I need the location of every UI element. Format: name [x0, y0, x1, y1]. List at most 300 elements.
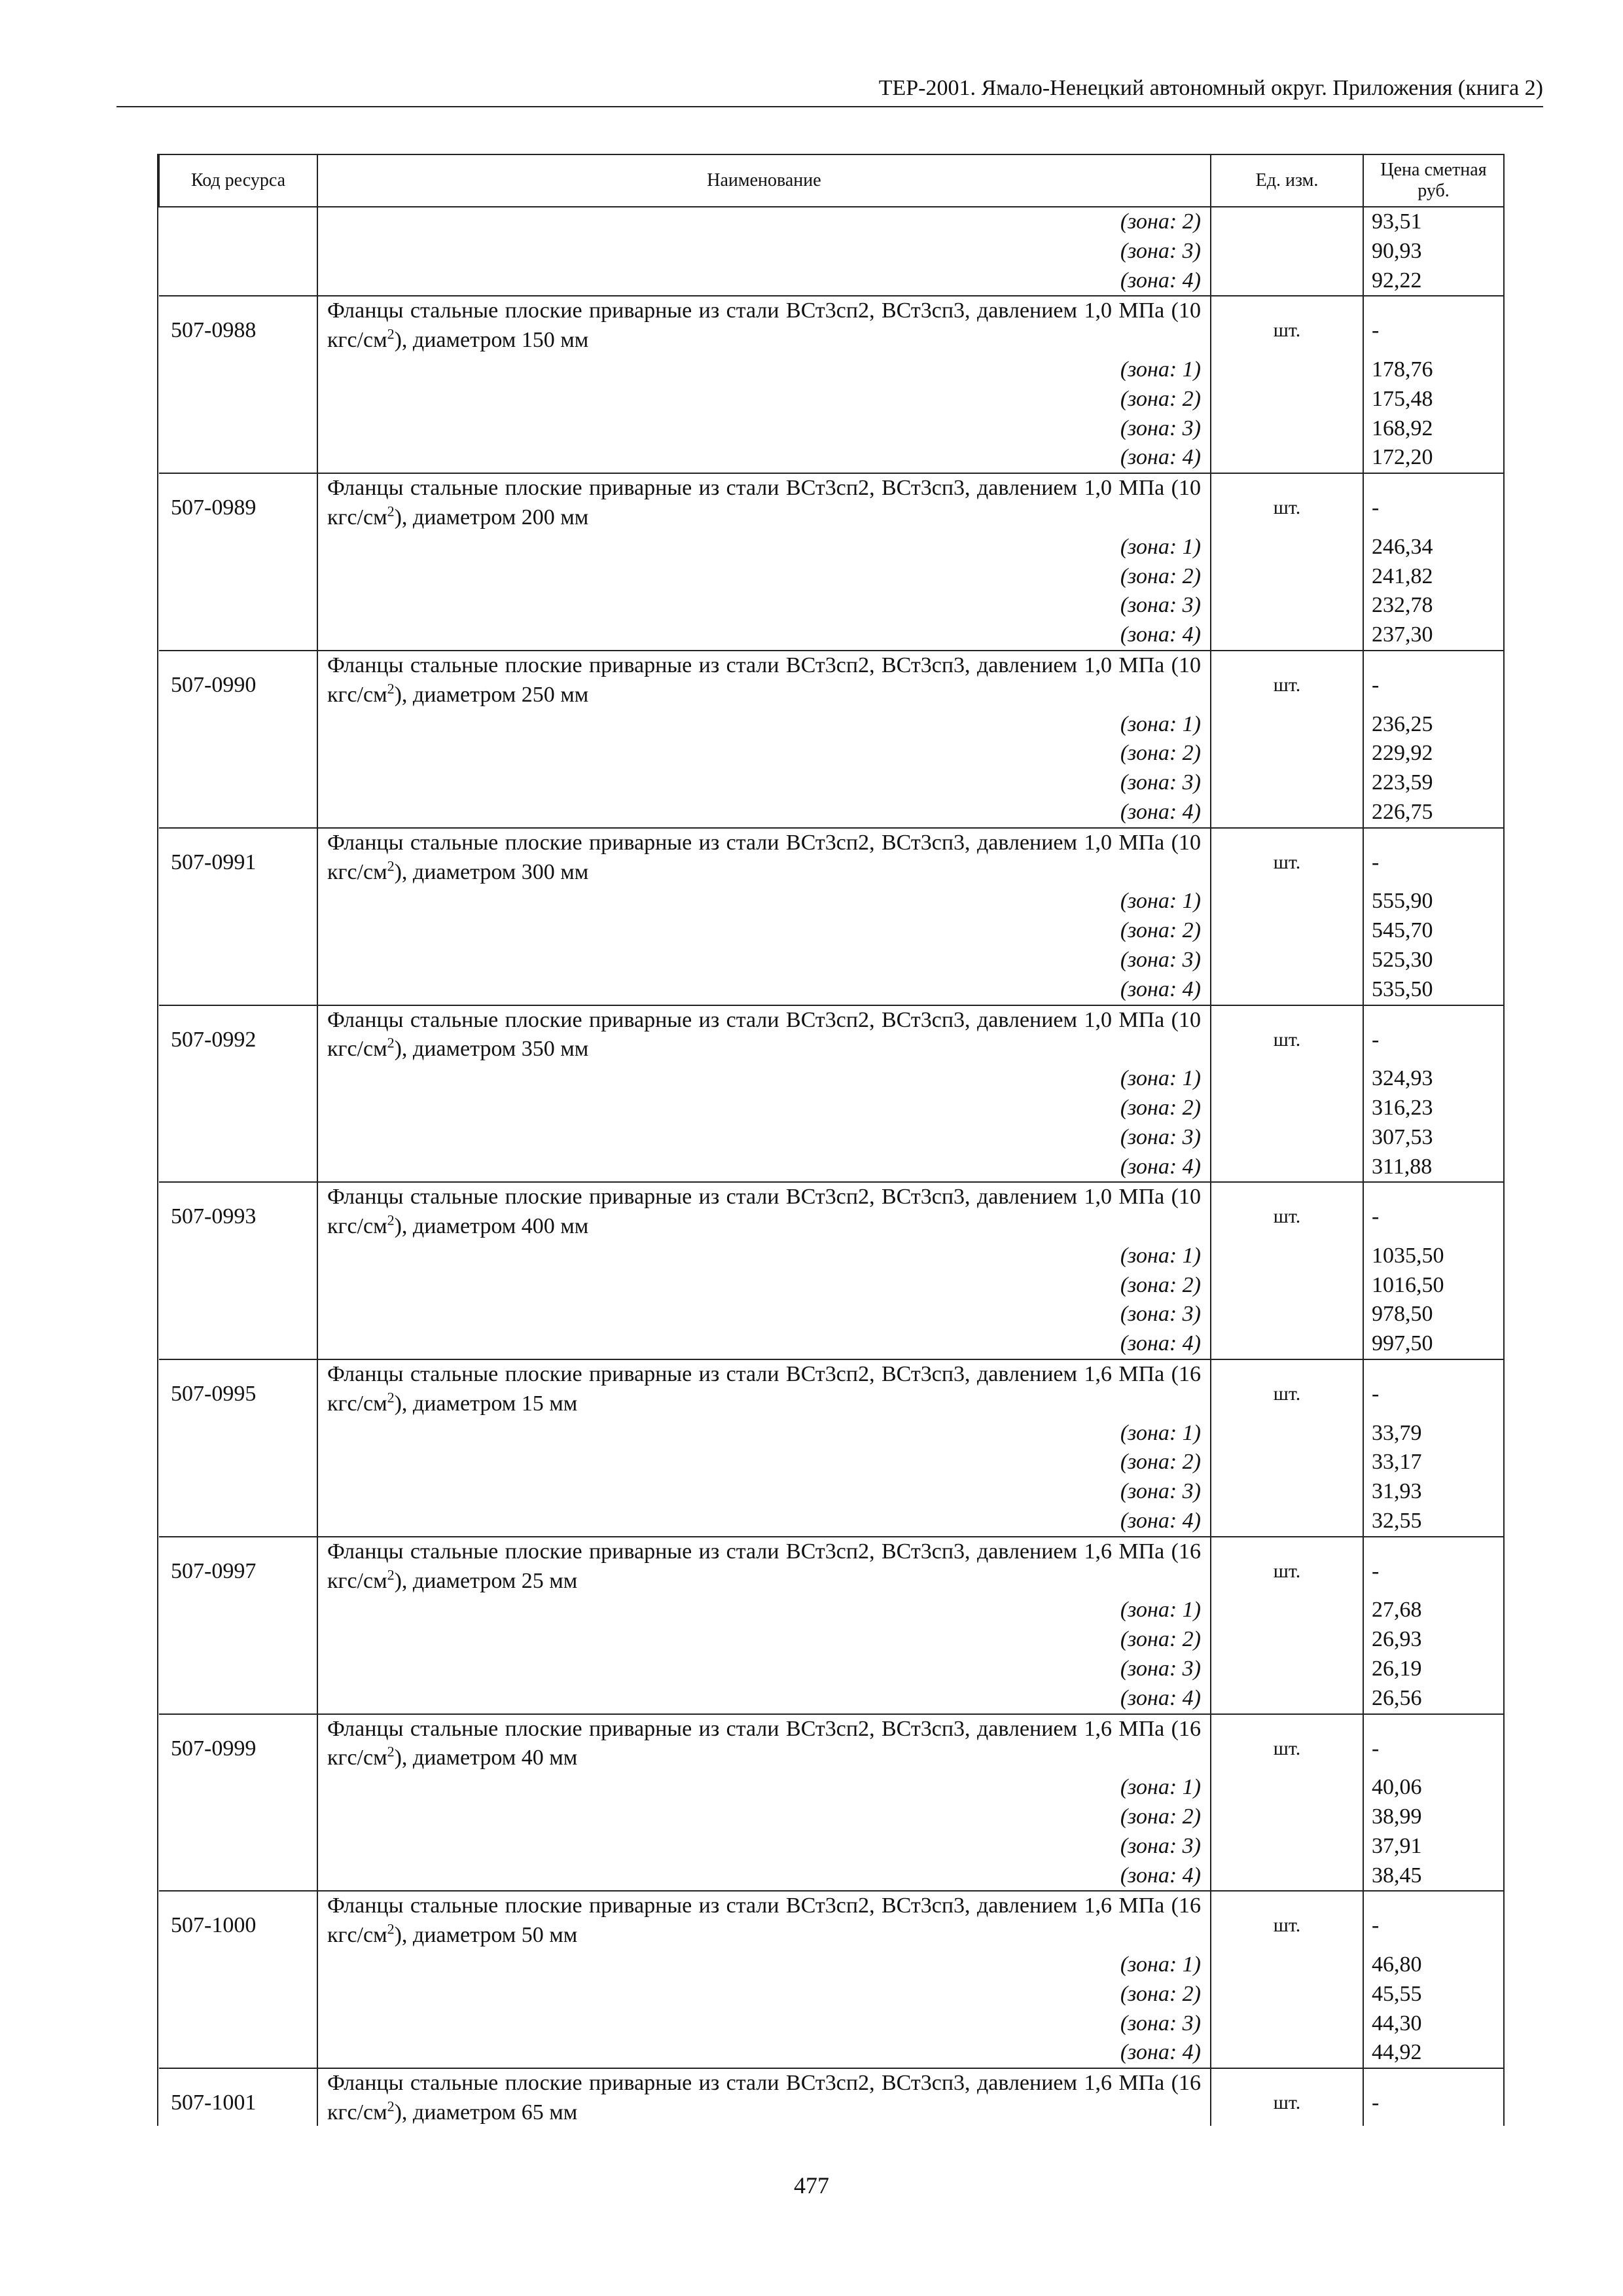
zone-price: 33,17 [1372, 1450, 1422, 1475]
resource-code-cell [159, 1448, 317, 1477]
zone-label: (зона: 4) [317, 443, 1211, 473]
resource-code-cell [159, 591, 317, 620]
zone-row [159, 443, 1504, 473]
unit-cell [1211, 443, 1363, 473]
unit-cell [1211, 1329, 1363, 1359]
unit-cell [1211, 207, 1363, 237]
zone-row [159, 2038, 1504, 2068]
unit-cell [1211, 946, 1363, 975]
zone-label: (зона: 3) [317, 1832, 1211, 1861]
description-text-part: Фланцы стальные плоские приварные из стали ВСт3сп2, ВСт3сп3, давлением 1,6 МПа (16 кгс/см [327, 1893, 1201, 1948]
unit-cell [1211, 1242, 1363, 1271]
zone-row [159, 385, 1504, 414]
zone-label: (зона: 3) [317, 1655, 1211, 1684]
base-price: - [1363, 1182, 1504, 1242]
zone-label: (зона: 2) [317, 1625, 1211, 1655]
resource-code-cell [159, 887, 317, 916]
resource-code-cell [159, 768, 317, 798]
superscript-exponent: 2 [387, 1566, 395, 1583]
zone-price: 246,34 [1372, 534, 1433, 559]
resource-code: 507-1001 [159, 2068, 317, 2126]
resource-code-cell [159, 414, 317, 444]
zone-price: 44,92 [1372, 2040, 1422, 2065]
resource-code: 507-0990 [159, 651, 317, 710]
zone-label: (зона: 4) [317, 975, 1211, 1005]
unit-cell [1211, 1153, 1363, 1183]
resource-code: 507-0988 [159, 296, 317, 355]
table-row [159, 1537, 1504, 1596]
zone-row [159, 1507, 1504, 1537]
zone-label: (зона: 4) [317, 1153, 1211, 1183]
zone-price: 978,50 [1372, 1302, 1433, 1327]
resource-description [317, 828, 1211, 888]
zone-label: (зона: 1) [317, 533, 1211, 562]
running-header-text: ТЕР-2001. Ямало-Ненецкий автономный округ. Приложения (книга 2) [878, 76, 1543, 100]
zone-row [159, 1832, 1504, 1861]
table-row [159, 473, 1504, 533]
table-row [159, 1714, 1504, 1774]
zone-price: 316,23 [1372, 1095, 1433, 1120]
resource-code-cell [159, 1419, 317, 1448]
unit-cell [1211, 739, 1363, 768]
zone-price: 237,30 [1372, 622, 1433, 647]
zone-price: 33,79 [1372, 1420, 1422, 1445]
zone-price: 90,93 [1372, 238, 1422, 263]
zone-price: 223,59 [1372, 770, 1433, 795]
resource-code-cell [159, 355, 317, 385]
unit-cell [1211, 916, 1363, 946]
base-price: - [1363, 651, 1504, 710]
zone-label: (зона: 4) [317, 2038, 1211, 2068]
unit-cell [1211, 1448, 1363, 1477]
unit-cell [1211, 533, 1363, 562]
zone-row [159, 1803, 1504, 1832]
unit-cell [1211, 1980, 1363, 2009]
resource-code-cell [159, 1832, 317, 1861]
zone-row [159, 1094, 1504, 1123]
zone-row [159, 414, 1504, 444]
resource-code-cell [159, 1507, 317, 1537]
table-row [159, 207, 1504, 237]
zone-price: 311,88 [1372, 1154, 1433, 1179]
zone-label: (зона: 1) [317, 887, 1211, 916]
resource-description-text [327, 1360, 1201, 1419]
zone-label: (зона: 1) [317, 1419, 1211, 1448]
zone-price: 175,48 [1372, 386, 1433, 411]
resource-code: 507-0991 [159, 828, 317, 888]
resource-code-cell [159, 1684, 317, 1714]
description-text-part: ), диаметром 350 мм [394, 1037, 589, 1062]
resource-code-cell [159, 620, 317, 651]
resource-description-text [327, 474, 1201, 533]
zone-price: 31,93 [1372, 1479, 1422, 1504]
zone-row [159, 1684, 1504, 1714]
resource-code: 507-0993 [159, 1182, 317, 1242]
zone-label: (зона: 2) [317, 1980, 1211, 2009]
description-text-part: Фланцы стальные плоские приварные из стали ВСт3сп2, ВСт3сп3, давлением 1,0 МПа (10 кгс/см [327, 298, 1201, 353]
zone-label: (зона: 2) [317, 385, 1211, 414]
zone-price: 307,53 [1372, 1124, 1433, 1149]
description-text-part: ), диаметром 65 мм [394, 2100, 578, 2125]
resource-code-cell [159, 1242, 317, 1271]
unit-cell [1211, 1419, 1363, 1448]
zone-label: (зона: 1) [317, 1773, 1211, 1803]
description-text-part: ), диаметром 250 мм [394, 682, 589, 707]
zone-price: 26,93 [1372, 1627, 1422, 1652]
price-table-container [157, 154, 1505, 2126]
description-text-part: ), диаметром 150 мм [394, 328, 589, 353]
zone-label: (зона: 4) [317, 1329, 1211, 1359]
description-text-part: ), диаметром 200 мм [394, 505, 589, 529]
zone-label: (зона: 2) [317, 1094, 1211, 1123]
zone-row [159, 768, 1504, 798]
description-text-part: ), диаметром 300 мм [394, 859, 589, 884]
zone-label: (зона: 2) [317, 207, 1211, 237]
base-price: - [1363, 1005, 1504, 1065]
zone-label: (зона: 4) [317, 1507, 1211, 1537]
resource-code-cell [159, 1153, 317, 1183]
unit-of-measure: шт. [1211, 2068, 1363, 2126]
description-text-part: Фланцы стальные плоские приварные из стали ВСт3сп2, ВСт3сп3, давлением 1,6 МПа (16 кгс/см [327, 1716, 1201, 1770]
zone-label: (зона: 3) [317, 768, 1211, 798]
base-price: - [1363, 296, 1504, 355]
unit-cell [1211, 1803, 1363, 1832]
unit-cell [1211, 975, 1363, 1005]
resource-description-text [327, 829, 1201, 888]
description-text-part: Фланцы стальные плоские приварные из стали ВСт3сп2, ВСт3сп3, давлением 1,0 МПа (10 кгс/см [327, 476, 1201, 529]
unit-cell [1211, 1773, 1363, 1803]
table-row [159, 1182, 1504, 1242]
zone-price: 44,30 [1372, 2011, 1422, 2036]
unit-cell [1211, 385, 1363, 414]
zone-row [159, 887, 1504, 916]
description-text-part: ), диаметром 25 мм [394, 1568, 578, 1593]
unit-cell [1211, 1655, 1363, 1684]
unit-cell [1211, 355, 1363, 385]
table-row [159, 266, 1504, 296]
superscript-exponent: 2 [387, 503, 395, 520]
unit-cell [1211, 237, 1363, 266]
zone-row [159, 1477, 1504, 1507]
resource-code-cell [159, 1329, 317, 1359]
resource-code-cell [159, 1300, 317, 1329]
zone-row [159, 1950, 1504, 1980]
zone-label: (зона: 3) [317, 1477, 1211, 1507]
table-row [159, 1891, 1504, 1950]
resource-description [317, 1359, 1211, 1419]
zone-row [159, 355, 1504, 385]
base-price: - [1363, 2068, 1504, 2126]
unit-of-measure: шт. [1211, 1537, 1363, 1596]
zone-label: (зона: 4) [317, 620, 1211, 651]
zone-label: (зона: 1) [317, 1064, 1211, 1094]
description-text-part: Фланцы стальные плоские приварные из стали ВСт3сп2, ВСт3сп3, давлением 1,6 МПа (16 кгс/см [327, 2071, 1201, 2125]
zone-row [159, 1655, 1504, 1684]
base-price: - [1363, 1359, 1504, 1419]
unit-cell [1211, 1123, 1363, 1153]
resource-code-cell [159, 1477, 317, 1507]
base-price: - [1363, 1537, 1504, 1596]
zone-label: (зона: 3) [317, 946, 1211, 975]
zone-price: 226,75 [1372, 799, 1433, 824]
resource-description-text [327, 651, 1201, 710]
zone-label: (зона: 3) [317, 237, 1211, 266]
unit-cell [1211, 710, 1363, 740]
zone-row [159, 1153, 1504, 1183]
unit-cell [1211, 1507, 1363, 1537]
resource-code-cell [159, 1861, 317, 1892]
table-row [159, 2068, 1504, 2126]
resource-code-cell [159, 533, 317, 562]
resource-description-text [327, 2069, 1201, 2126]
zone-row [159, 739, 1504, 768]
unit-of-measure: шт. [1211, 1359, 1363, 1419]
running-header [116, 72, 1543, 107]
table-header-row [159, 154, 1504, 207]
base-price: - [1363, 473, 1504, 533]
unit-of-measure: шт. [1211, 1182, 1363, 1242]
resource-description-text [327, 1892, 1201, 1950]
table-row [159, 237, 1504, 266]
resource-description-text [327, 1715, 1201, 1774]
unit-cell [1211, 1950, 1363, 1980]
zone-price: 45,55 [1372, 1981, 1422, 2006]
unit-cell [1211, 798, 1363, 828]
zone-label: (зона: 1) [317, 355, 1211, 385]
unit-cell [1211, 266, 1363, 296]
unit-cell [1211, 620, 1363, 651]
zone-label: (зона: 2) [317, 1448, 1211, 1477]
zone-label: (зона: 4) [317, 798, 1211, 828]
zone-price: 545,70 [1372, 918, 1433, 943]
table-row [159, 651, 1504, 710]
zone-price: 38,45 [1372, 1863, 1422, 1888]
resource-code-cell [159, 1803, 317, 1832]
unit-cell [1211, 1064, 1363, 1094]
base-price: - [1363, 1891, 1504, 1950]
zone-price: 168,92 [1372, 416, 1433, 440]
resource-code-cell [159, 443, 317, 473]
zone-row [159, 1980, 1504, 2009]
description-text-part: Фланцы стальные плоские приварные из стали ВСт3сп2, ВСт3сп3, давлением 1,0 МПа (10 кгс/см [327, 1185, 1201, 1239]
resource-code: 507-1000 [159, 1891, 317, 1950]
zone-price: 324,93 [1372, 1066, 1433, 1091]
resource-code: 507-0999 [159, 1714, 317, 1774]
zone-price: 229,92 [1372, 741, 1433, 766]
zone-label: (зона: 4) [317, 266, 1211, 296]
zone-price: 40,06 [1372, 1775, 1422, 1800]
resource-code-cell [159, 975, 317, 1005]
resource-description [317, 1714, 1211, 1774]
unit-cell [1211, 414, 1363, 444]
resource-code-cell [159, 798, 317, 828]
page-number: 477 [794, 2172, 829, 2198]
resource-description [317, 1891, 1211, 1950]
unit-cell [1211, 2038, 1363, 2068]
unit-of-measure: шт. [1211, 473, 1363, 533]
resource-code: 507-0995 [159, 1359, 317, 1419]
resource-code-cell [159, 1950, 317, 1980]
zone-label: (зона: 3) [317, 2009, 1211, 2039]
description-text-part: ), диаметром 400 мм [394, 1214, 589, 1239]
resource-code-cell [159, 1655, 317, 1684]
table-row [159, 1005, 1504, 1065]
superscript-exponent: 2 [387, 325, 395, 342]
resource-code-cell [159, 916, 317, 946]
resource-code-cell [159, 2009, 317, 2039]
unit-of-measure: шт. [1211, 1891, 1363, 1950]
resource-code-cell [159, 1064, 317, 1094]
zone-price: 997,50 [1372, 1331, 1433, 1356]
resource-description-text [327, 1006, 1201, 1065]
zone-label: (зона: 2) [317, 739, 1211, 768]
zone-row [159, 620, 1504, 651]
unit-cell [1211, 1832, 1363, 1861]
resource-description [317, 2068, 1211, 2126]
zone-label: (зона: 3) [317, 1123, 1211, 1153]
zone-row [159, 2009, 1504, 2039]
unit-of-measure: шт. [1211, 296, 1363, 355]
zone-price: 38,99 [1372, 1804, 1422, 1829]
zone-label: (зона: 4) [317, 1684, 1211, 1714]
zone-price: 1035,50 [1372, 1243, 1444, 1268]
zone-price: 178,76 [1372, 357, 1433, 382]
unit-cell [1211, 1094, 1363, 1123]
zone-row [159, 1861, 1504, 1892]
zone-label: (зона: 3) [317, 591, 1211, 620]
superscript-exponent: 2 [387, 1744, 395, 1761]
resource-code-cell [159, 1094, 317, 1123]
unit-cell [1211, 768, 1363, 798]
resource-code: 507-0997 [159, 1537, 317, 1596]
zone-label: (зона: 2) [317, 916, 1211, 946]
unit-cell [1211, 1596, 1363, 1625]
zone-row [159, 710, 1504, 740]
zone-price: 241,82 [1372, 564, 1433, 588]
zone-row [159, 1448, 1504, 1477]
zone-price: 236,25 [1372, 711, 1433, 736]
resource-description [317, 1182, 1211, 1242]
unit-cell [1211, 562, 1363, 592]
zone-label: (зона: 2) [317, 562, 1211, 592]
unit-of-measure: шт. [1211, 1005, 1363, 1065]
zone-row [159, 562, 1504, 592]
superscript-exponent: 2 [387, 1034, 395, 1051]
zone-row [159, 1064, 1504, 1094]
superscript-exponent: 2 [387, 1920, 395, 1937]
description-text-part: ), диаметром 40 мм [394, 1746, 578, 1770]
resource-code-cell [159, 385, 317, 414]
column-header-name: Наименование [317, 154, 1211, 207]
table-row [159, 296, 1504, 355]
unit-cell [1211, 2009, 1363, 2039]
zone-label: (зона: 2) [317, 1271, 1211, 1300]
resource-code-cell [159, 2038, 317, 2068]
description-text-part: Фланцы стальные плоские приварные из стали ВСт3сп2, ВСт3сп3, давлением 1,0 МПа (10 кгс/см [327, 1007, 1201, 1062]
table-body [159, 207, 1504, 2126]
zone-price: 93,51 [1372, 209, 1422, 234]
base-price: - [1363, 1714, 1504, 1774]
unit-cell [1211, 1477, 1363, 1507]
zone-row [159, 591, 1504, 620]
resource-code-cell [159, 946, 317, 975]
zone-row [159, 798, 1504, 828]
resource-description [317, 651, 1211, 710]
zone-label: (зона: 1) [317, 1596, 1211, 1625]
resource-code-cell [159, 710, 317, 740]
resource-description-text [327, 296, 1201, 355]
resource-code-cell [159, 207, 317, 237]
zone-label: (зона: 1) [317, 1950, 1211, 1980]
zone-row [159, 1419, 1504, 1448]
column-header-unit: Ед. изм. [1211, 154, 1363, 207]
zone-label: (зона: 3) [317, 1300, 1211, 1329]
zone-price: 232,78 [1372, 593, 1433, 618]
table-row [159, 1359, 1504, 1419]
superscript-exponent: 2 [387, 2098, 395, 2115]
resource-code: 507-0989 [159, 473, 317, 533]
column-header-code: Код ресурса [159, 154, 317, 207]
zone-row [159, 1271, 1504, 1300]
resource-description-text [327, 1183, 1201, 1242]
zone-price: 46,80 [1372, 1952, 1422, 1977]
resource-description-text [327, 1537, 1201, 1596]
description-text-part: ), диаметром 50 мм [394, 1923, 578, 1948]
unit-cell [1211, 591, 1363, 620]
resource-code: 507-0992 [159, 1005, 317, 1065]
description-text-part: Фланцы стальные плоские приварные из стали ВСт3сп2, ВСт3сп3, давлением 1,6 МПа (16 кгс/см [327, 1362, 1201, 1416]
unit-cell [1211, 887, 1363, 916]
zone-row [159, 1625, 1504, 1655]
resource-code-cell [159, 739, 317, 768]
resource-code-cell [159, 1773, 317, 1803]
column-header-price: Цена сметная руб. [1363, 154, 1504, 207]
resource-description [317, 1537, 1211, 1596]
zone-row [159, 975, 1504, 1005]
resource-description [317, 473, 1211, 533]
resource-code-cell [159, 562, 317, 592]
zone-price: 555,90 [1372, 889, 1433, 914]
zone-row [159, 1773, 1504, 1803]
resource-code-cell [159, 1596, 317, 1625]
zone-row [159, 1300, 1504, 1329]
zone-row [159, 1596, 1504, 1625]
zone-label: (зона: 1) [317, 1242, 1211, 1271]
zone-row [159, 1242, 1504, 1271]
unit-cell [1211, 1625, 1363, 1655]
zone-price: 32,55 [1372, 1509, 1422, 1534]
zone-price: 1016,50 [1372, 1272, 1444, 1297]
zone-label: (зона: 2) [317, 1803, 1211, 1832]
unit-cell [1211, 1861, 1363, 1892]
resource-code-cell [159, 1271, 317, 1300]
zone-price: 27,68 [1372, 1598, 1422, 1623]
zone-label: (зона: 4) [317, 1861, 1211, 1892]
zone-price: 37,91 [1372, 1833, 1422, 1858]
zone-price: 172,20 [1372, 445, 1433, 470]
description-text-part: Фланцы стальные плоские приварные из стали ВСт3сп2, ВСт3сп3, давлением 1,0 МПа (10 кгс/см [327, 830, 1201, 884]
resource-code-cell [159, 1980, 317, 2009]
resource-code-cell [159, 266, 317, 296]
description-text-part: ), диаметром 15 мм [394, 1391, 578, 1416]
resource-code-cell [159, 237, 317, 266]
superscript-exponent: 2 [387, 680, 395, 697]
unit-of-measure: шт. [1211, 1714, 1363, 1774]
zone-price: 535,50 [1372, 977, 1433, 1001]
zone-label: (зона: 1) [317, 710, 1211, 740]
resource-code-cell [159, 1123, 317, 1153]
superscript-exponent: 2 [387, 857, 395, 874]
